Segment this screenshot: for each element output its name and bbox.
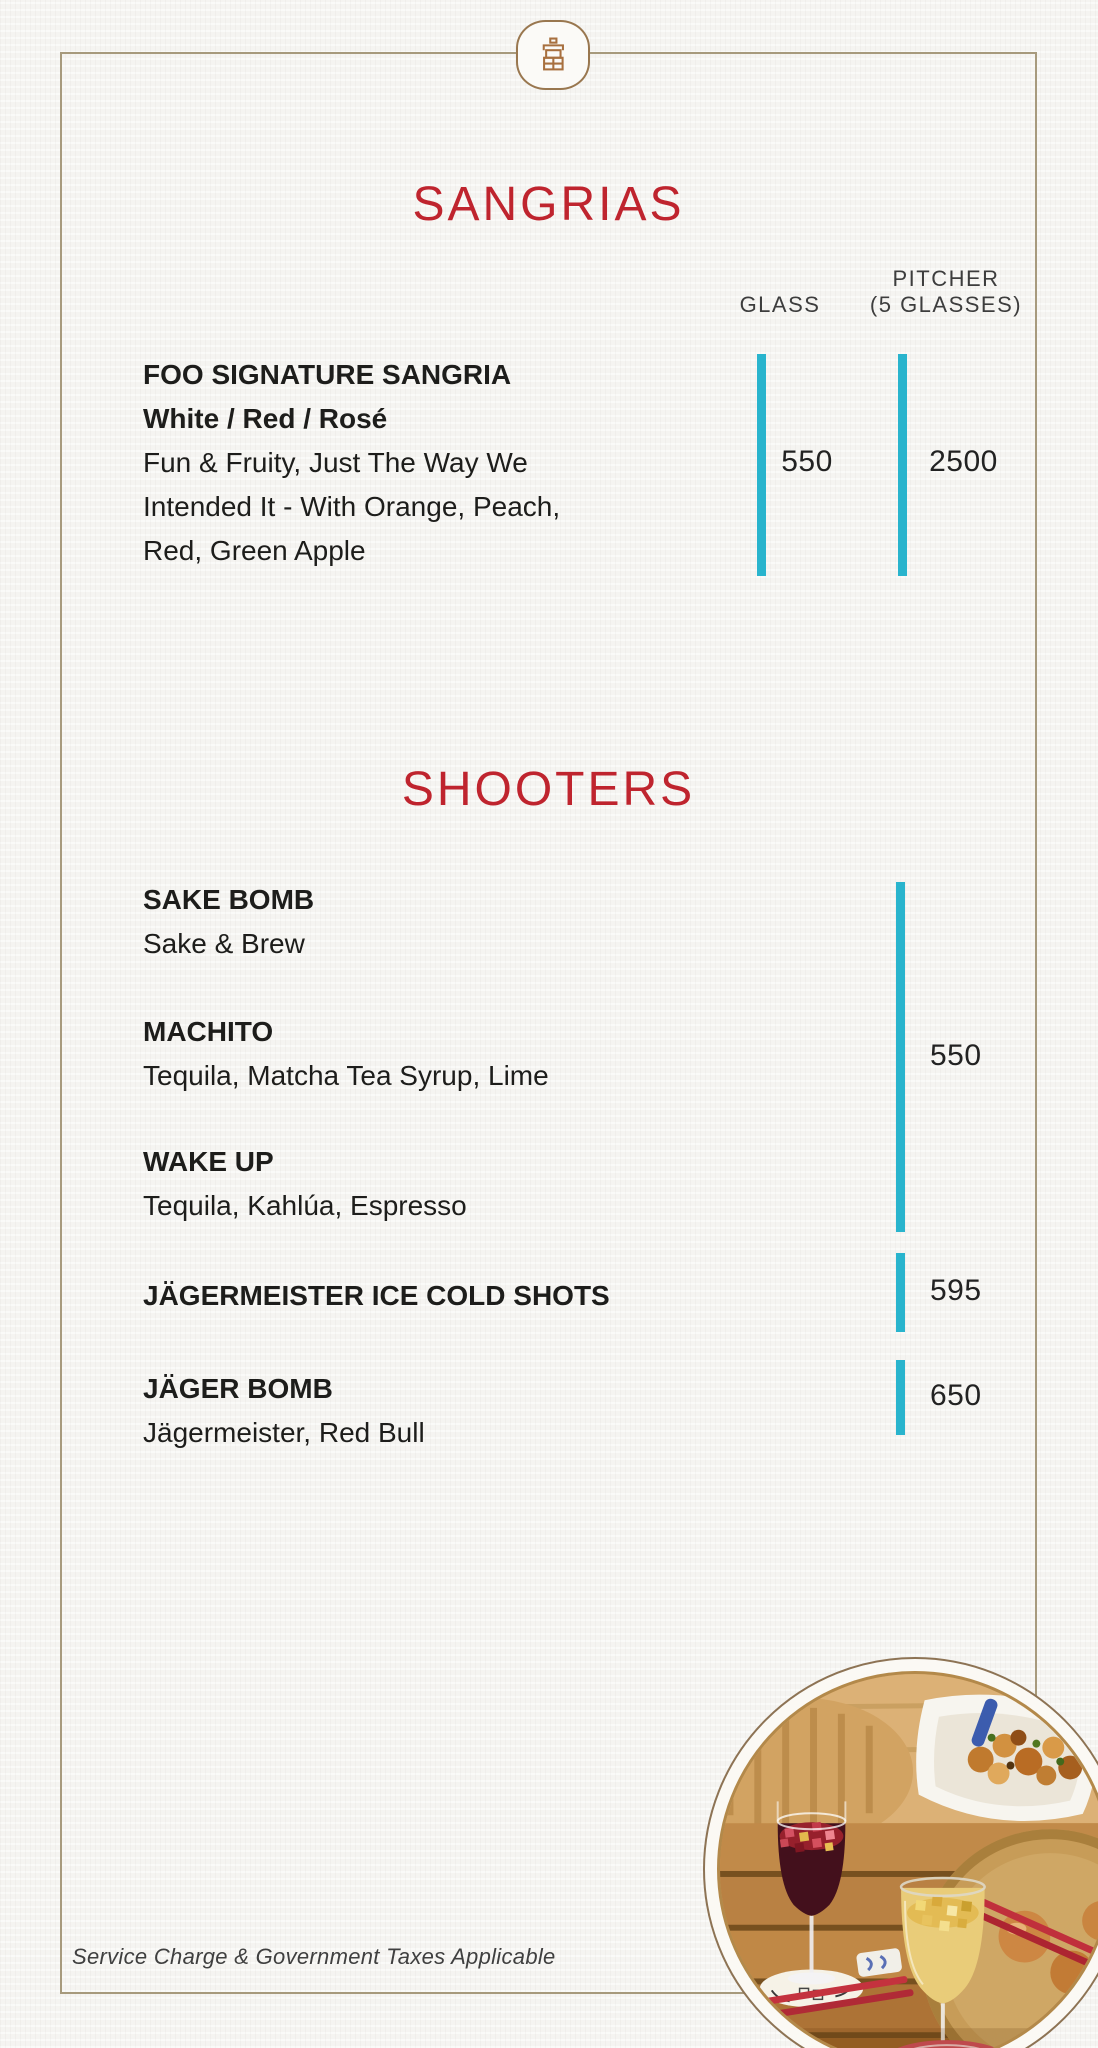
price-shooters-group: 550	[930, 1039, 982, 1072]
menu-item-wake-up	[143, 1140, 703, 1228]
item-desc-line: Jägermeister, Red Bull	[143, 1417, 425, 1448]
item-desc-line: Red, Green Apple	[143, 535, 366, 566]
restaurant-logo-badge	[516, 20, 590, 90]
section-title-sangrias: SANGRIAS	[412, 178, 685, 231]
drinks-photo-illustration	[720, 1674, 1098, 2048]
pitcher-price-rule	[898, 354, 907, 576]
menu-item-foo-signature-sangria	[143, 353, 663, 573]
item-name: FOO SIGNATURE SANGRIA	[143, 359, 512, 390]
column-header-pitcher-line2: (5 GLASSES)	[869, 292, 1023, 317]
item-name: WAKE UP	[143, 1146, 274, 1177]
item-name: MACHITO	[143, 1016, 274, 1047]
menu-item-machito	[143, 1010, 703, 1098]
menu-item-jagermeister-ice-cold-shots	[143, 1274, 763, 1318]
column-header-pitcher	[858, 266, 1034, 318]
item-desc-line: Tequila, Kahlúa, Espresso	[143, 1190, 467, 1221]
price-sangria-glass: 550	[781, 445, 833, 478]
item-name: JÄGERMEISTER ICE COLD SHOTS	[143, 1280, 610, 1311]
fu-character-icon	[529, 29, 577, 81]
drinks-photo	[717, 1671, 1098, 2048]
column-header-glass: GLASS	[739, 292, 821, 317]
menu-item-jager-bomb	[143, 1367, 703, 1455]
item-desc-line: Fun & Fruity, Just The Way We	[143, 447, 528, 478]
item-desc-line: Intended It - With Orange, Peach,	[143, 491, 561, 522]
footer-note: Service Charge & Government Taxes Applicable	[72, 1944, 556, 1969]
item-name: JÄGER BOMB	[143, 1373, 333, 1404]
jager-shots-price-rule	[896, 1253, 905, 1332]
section-title-shooters: SHOOTERS	[401, 763, 696, 816]
item-desc-line: Tequila, Matcha Tea Syrup, Lime	[143, 1060, 549, 1091]
shooters-group-price-rule	[896, 882, 905, 1232]
price-jager-shots: 595	[930, 1274, 982, 1307]
item-variants: White / Red / Rosé	[143, 403, 388, 434]
jager-bomb-price-rule	[896, 1360, 905, 1435]
price-jager-bomb: 650	[930, 1379, 982, 1412]
item-desc-line: Sake & Brew	[143, 928, 305, 959]
menu-item-sake-bomb	[143, 878, 703, 966]
column-header-pitcher-line1: PITCHER	[892, 266, 1000, 291]
price-sangria-pitcher: 2500	[929, 445, 998, 478]
item-name: SAKE BOMB	[143, 884, 315, 915]
